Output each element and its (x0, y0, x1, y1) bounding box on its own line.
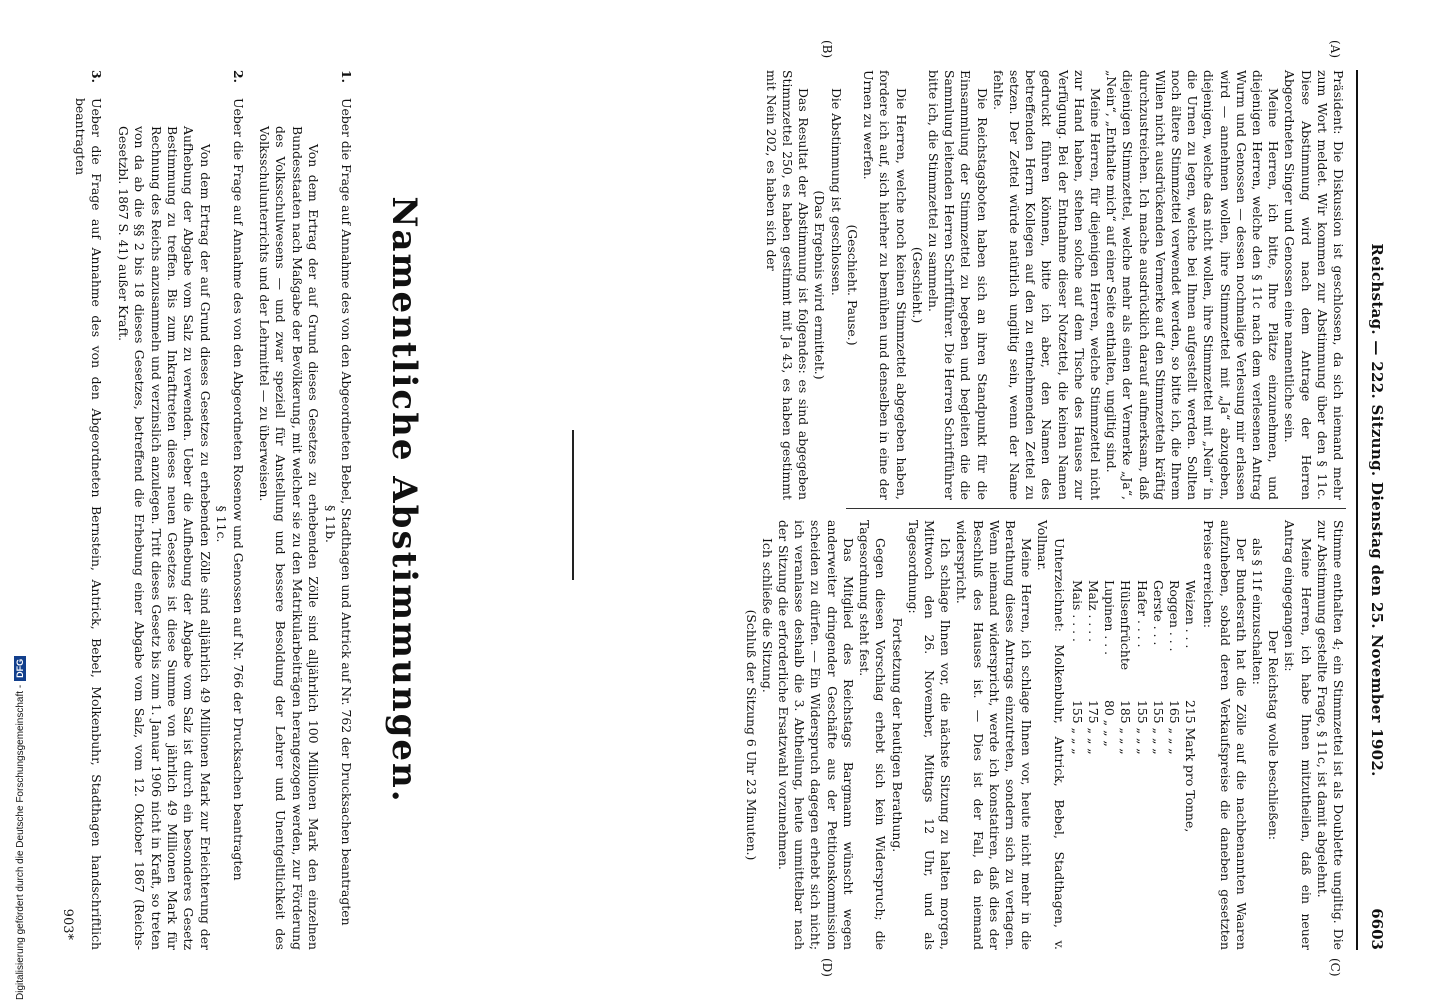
stage-direction: (Das Ergebnis wird ermittelt.) (812, 190, 828, 380)
header-page-number-right: 6603 (1368, 908, 1386, 950)
column-divider (846, 508, 1346, 509)
paragraph: Gegen diesen Vorschlag erhebt sich kein Widerspruch; die Tagesordnung steht fest. (857, 520, 889, 950)
paragraph: Meine Herren, ich schlage Ihnen vor, heute nicht mehr in die Berathung dieses Antrags einzutreten, sondern sich zu vertagen. Wenn niemand widerspricht, werde ich konstatiren, daß dies der Beschluß des Hauses ist. — Dies ist der Fall, da niemand widerspricht. (954, 520, 1035, 950)
price-row (1085, 580, 1101, 860)
vote-item (72, 70, 105, 950)
price-value: 155 „ „ „ (1150, 700, 1166, 755)
price-value: 175 „ „ „ (1085, 700, 1101, 755)
price-value: 165 „ „ „ (1166, 700, 1182, 755)
paragraph: Stimme enthalten 4; ein Stimmzettel ist als Doublette ungiltig. Die zur Abstimmung gestellte Frage, § 11c, ist damit abgelehnt. (1314, 520, 1346, 950)
margin-marker-c: (C) (1328, 958, 1342, 977)
price-row (1101, 580, 1117, 860)
left-column (763, 70, 1346, 500)
vote-number: 1. (339, 70, 354, 83)
vote-number: 2. (230, 70, 246, 83)
paragraph: Der Bundesrath hat die Zölle auf die nachbenannten Waaren aufzuheben, sobald deren Verkaufspreise die daneben gesetzten Preise erreichen: (1201, 520, 1249, 950)
stage-direction: (Geschieht.) (909, 246, 925, 324)
page-header (1356, 70, 1394, 950)
right-column (742, 520, 1346, 950)
price-row (1069, 580, 1085, 860)
paragraph-ref: § 11b. (322, 505, 338, 543)
margin-marker-a: (A) (1328, 40, 1342, 59)
price-item: Weizen . . . (1183, 580, 1199, 649)
price-row (1117, 580, 1133, 860)
vote-body: Von dem Ertrag der auf Grund dieses Gesetzes zu erhebenden Zölle sind alljährlich 49 Millionen Mark zur Erleichterung der Aufhebung der Abgabe vom Salz zu verwenden. Ueber die Aufhebung der Abgabe vom Salz ist durch ein besonderes Gesetz Bestimmung zu treffen. Bis zum Inkrafttreten dieses neuen Gesetzes ist diese Summe von jährlich 49 Millionen Mark für Rechnung des Reichs anzusammeln und verzinslich anzulegen. Tritt dieses Gesetz bis zum 1. Januar 1906 nicht in Kraft, so treten von da ab die §§ 2 bis 18 dieses Gesetzes, betreffend die Erhebung einer Abgabe vom Salz, vom 12. Oktober 1867 (Reichs-Gesetzbl. 1867 S. 41) außer Kraft. (115, 126, 213, 950)
section-divider (572, 430, 574, 580)
price-value: 155 „ „ „ (1134, 700, 1150, 755)
vote-item (256, 70, 354, 950)
dfg-logo: DFG (14, 656, 26, 681)
paragraph: Ich schlage Ihnen vor, die nächste Sitzung zu halten morgen, Mittwoch den 26. November, Mittags 12 Uhr, und als Tagesordnung: (905, 520, 954, 950)
vote-question: Ueber die Frage auf Annahme des von den Abgeordneten Rosenow und Genossen auf Nr. 766 der Drucksachen beantragten (230, 98, 246, 881)
price-row (1166, 580, 1182, 860)
price-value: 185 „ „ „ (1118, 700, 1134, 755)
vote-question: Ueber die Frage auf Annahme des von den Abgeordneten Bebel, Stadthagen und Antrick auf Nr. 762 der Drucksachen beantragten (339, 98, 354, 926)
price-item: Mais . . . . (1069, 580, 1085, 642)
price-item: Malz . . . . (1085, 580, 1101, 643)
paragraph: Das Resultat der Abstimmung ist folgendes: es sind abgegeben Stimmzettel 250, es haben gestimmt mit Ja 43, es haben gestimmt mit Nein 202, es haben sich der (763, 70, 812, 500)
paragraph: Meine Herren, ich bitte, Ihre Plätze einzunehmen, und diejenigen Herren, welche den § 11c nach dem verlesenen Antrag Wurm und Genossen — dessen nochmalige Verlesung mir erlassen wird — annehmen wollen, ihre Stimmzettel mit „Ja“ abzugeben, diejenigen, welche das nicht wollen, ihre Stimmzettel mit „Nein“ in die Urnen zu legen, welche bei Ihnen aufgestellt werden. Sollten noch ältere Stimmzettel verwendet werden, so bitte ich, die Ihrem Willen nicht ausdrückenden Vermerke auf den Stimmzetteln kräftig durchzustreichen. Ich mache ausdrücklich darauf aufmerksam, daß diejenigen Stimmzettel, welche mehr als einen der Vermerke „Ja“, „Nein“, „Enthalte mich“ auf einer Seite enthalten, ungiltig sind. (1104, 70, 1282, 500)
motion-heading: Der Reichstag wolle beschließen: (1266, 629, 1282, 841)
price-list (1069, 580, 1199, 950)
stage-direction: (Geschieht. Pause.) (844, 224, 860, 346)
price-value: 155 „ „ „ (1069, 700, 1085, 755)
paragraph: Präsident: Die Diskussion ist geschlossen, da sich niemand mehr zum Wort meldet. Wir kommen zur Abstimmung über den § 11c. Diese Abstimmung wird nach dem Antrage der Herren Abgeordneten Singer und Genossen eine namentliche sein. (1282, 70, 1346, 500)
vote-body: Von dem Ertrag der auf Grund dieses Gesetzes zu erhebenden Zölle sind alljährlich 100 Millionen Mark den einzelnen Bundesstaaten nach Maßgabe der Bevölkerung, mit welcher sie zu den Matrikularbeiträgen herangezogen werden, zur Förderung des Volksschulwesens — und zwar speziell für Anstellung und bessere Besoldung der Lehrer und Unentgeltlichkeit des Volksschulunterrichts und der Lehrmittel — zu überweisen. (256, 126, 322, 950)
digitization-credit (14, 656, 26, 1000)
paragraph: Die Reichstagsboten haben sich an ihren Standpunkt für die Einsammlung der Stimmzettel zu begeben und begleiten die die Sammlung leitenden Herren Schriftführer. Die Herren Schriftführer bitte ich, die Stimmzettel zu sammeln. (925, 70, 990, 500)
paragraph: Das Mitglied des Reichstags Bargmann wünscht wegen anderweiter dringender Geschäfte aus der Petitionskommission scheiden zu dürfen. — Ein Widerspruch dagegen erhebt sich nicht; ich veranlasse deshalb die 3. Abtheilung, heute unmittelbar nach der Sitzung die erforderliche Ersatzwahl vorzunehmen. (776, 520, 856, 950)
vote-question: Ueber die Frage auf Annahme des von den Abgeordneten Bernstein, Antrick, Bebel, Molkenbuhr, Stadthagen handschriftlich beantragten (72, 98, 105, 950)
price-item: Roggen . . . (1166, 580, 1182, 652)
price-item: Gerste . . . (1150, 580, 1166, 646)
paragraph: Ich schließe die Sitzung. (759, 538, 775, 693)
agenda-item: Fortsetzung der heutigen Berathung. (889, 617, 905, 853)
paragraph: Die Herren, welche noch keinen Stimmzettel abgegeben haben, fordere ich auf, sich hierher zu bemühen und denselben in eine der Urnen zu werfen. (861, 70, 909, 500)
header-title: Reichstag. — 222. Sitzung. Dienstag den 25. November 1902. (1368, 243, 1386, 777)
price-value: 215 Mark pro Tonne, (1183, 700, 1199, 833)
page-number: 903* (60, 908, 75, 940)
paragraph: als § 11f einzuschalten: (1249, 538, 1265, 685)
signatories: Unterzeichnet: Molkenbuhr, Antrick, Bebel, Stadthagen, v. Vollmar. (1035, 520, 1067, 950)
vote-number: 3. (89, 70, 105, 83)
price-value: 80 „ „ „ (1102, 700, 1118, 747)
price-row (1182, 580, 1198, 860)
price-row (1133, 580, 1149, 860)
stage-direction: (Schluß der Sitzung 6 Uhr 23 Minuten.) (743, 609, 759, 861)
price-item: Hülsenfrüchte (1118, 580, 1134, 671)
vote-item (114, 70, 245, 950)
margin-marker-b: (B) (820, 40, 834, 59)
vote-list (62, 70, 355, 950)
price-row (1150, 580, 1166, 860)
margin-marker-d: (D) (820, 958, 834, 977)
credit-text: Digitalisierung gefördert durch die Deutsche Forschungsgemeinschaft - (14, 684, 26, 1000)
price-item: Hafer . . . . (1134, 580, 1150, 648)
section-title: Namentliche Abstimmungen. (384, 196, 424, 804)
paragraph: Meine Herren, ich habe Ihnen mitzutheilen, daß ein neuer Antrag eingegangen ist: (1282, 520, 1314, 950)
paragraph-ref: § 11c. (214, 505, 230, 543)
paragraph: Meine Herren, für diejenigen Herren, welche Stimmzettel nicht zur Hand haben, stehen solche auf dem Tische des Hauses zur Verfügung. Bei der Entnahme dieser Notzettel, die keinen Namen gedruckt führen können, bitte ich aber, den Namen des betreffenden Herrn Kollegen auf den zu entnehmenden Zettel zu setzen. Der Zettel würde natürlich ungiltig sein, wenn der Name fehlte. (990, 70, 1103, 500)
paragraph: Die Abstimmung ist geschlossen. (828, 88, 844, 296)
price-item: Lupinen . . . (1102, 580, 1118, 656)
